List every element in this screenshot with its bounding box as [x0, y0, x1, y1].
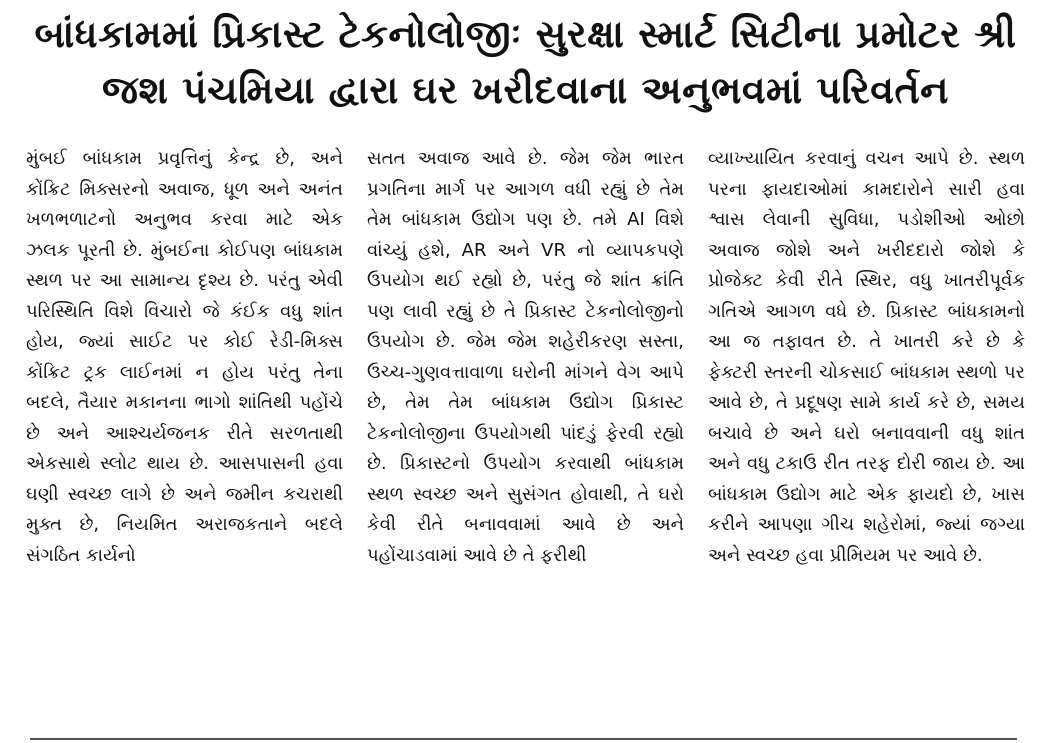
article-column-1	[26, 144, 343, 571]
headline-line-2: જશ પંચમિયા દ્વારા ઘર ખરીદવાના અનુભવમાં પરિવર્તન	[102, 68, 949, 112]
column-1-text: મુંબઈ બાંધકામ પ્રવૃત્તિનું કેન્દ્ર છે, અને કોંક્રિટ મિક્સરનો અવાજ, ધૂળ અને અનંત ખળભળાટનો અનુભવ કરવા માટે એક ઝલક પૂરતી છે. મુંબઈના કોઈપણ બાંધકામ સ્થળ પર આ સામાન્ય દૃશ્ય છે. પરંતુ એવી પરિસ્થિતિ વિશે વિચારો જે કંઈક વધુ શાંત હોય, જ્યાં સાઈટ પર કોઈ રેડી-મિક્સ કોંક્રિટ ટ્રક લાઈનમાં ન હોય પરંતુ તેના બદલે, તૈયાર મકાનના ભાગો શાંતિથી પહોંચે છે અને આશ્ચર્યજનક રીતે સરળતાથી એકસાથે સ્લોટ થાય છે. આસપાસની હવા ઘણી સ્વચ્છ લાગે છે અને જમીન કચરાથી મુક્ત છે, નિયમિત અરાજકતાને બદલે સંગઠિત કાર્યનો	[26, 148, 343, 566]
headline-line-1: બાંધકામમાં પ્રિકાસ્ટ ટેકનોલોજીઃ સુરક્ષા સ્માર્ટ સિટીના પ્રમોટર શ્રી	[34, 12, 1017, 56]
article-body	[26, 144, 1025, 571]
bottom-divider	[30, 738, 1017, 740]
article-column-2	[367, 144, 684, 571]
column-3-text: વ્યાખ્યાયિત કરવાનું વચન આપે છે. સ્થળ પરના ફાયદાઓમાં કામદારોને સારી હવા શ્વાસ લેવાની સુવિધા, પડોશીઓ ઓછો અવાજ જોશે અને ખરીદદારો જોશે કે પ્રોજેક્ટ કેવી રીતે સ્થિર, વધુ ખાતરીપૂર્વક ગતિએ આગળ વધે છે. પ્રિકાસ્ટ બાંધકામનો આ જ તફાવત છે. તે ખાતરી કરે છે કે ફેક્ટરી સ્તરની ચોકસાઈ બાંધકામ સ્થળો પર આવે છે, તે પ્રદૂષણ સામે કાર્ય કરે છે, સમય બચાવે છે અને ઘરો બનાવવાની વધુ શાંત અને વધુ ટકાઉ રીત તરફ દોરી જાય છે. આ બાંધકામ ઉદ્યોગ માટે એક ફાયદો છે, ખાસ કરીને આપણા ગીચ શહેરોમાં, જ્યાં જગ્યા અને સ્વચ્છ હવા પ્રીમિયમ પર આવે છે.	[708, 148, 1025, 566]
article-column-3	[708, 144, 1025, 571]
column-2-text: સતત અવાજ આવે છે. જેમ જેમ ભારત પ્રગતિના માર્ગ પર આગળ વધી રહ્યું છે તેમ તેમ બાંધકામ ઉદ્યોગ પણ છે. તમે AI વિશે વાંચ્યું હશે, AR અને VR નો વ્યાપકપણે ઉપયોગ થઈ રહ્યો છે, પરંતુ જે શાંત ક્રાંતિ પણ લાવી રહ્યું છે તે પ્રિકાસ્ટ ટેકનોલોજીનો ઉપયોગ છે. જેમ જેમ શહેરીકરણ સસ્તા, ઉચ્ચ-ગુણવત્તાવાળા ઘરોની માંગને વેગ આપે છે, તેમ તેમ બાંધકામ ઉદ્યોગ પ્રિકાસ્ટ ટેકનોલોજીના ઉપયોગથી પાંદડું ફેરવી રહ્યો છે. પ્રિકાસ્ટનો ઉપયોગ કરવાથી બાંધકામ સ્થળ સ્વચ્છ અને સુસંગત હોવાથી, તે ઘરો કેવી રીતે બનાવવામાં આવે છે અને પહોંચાડવામાં આવે છે તે ફરીથી	[367, 148, 684, 566]
article-headline	[26, 6, 1025, 118]
